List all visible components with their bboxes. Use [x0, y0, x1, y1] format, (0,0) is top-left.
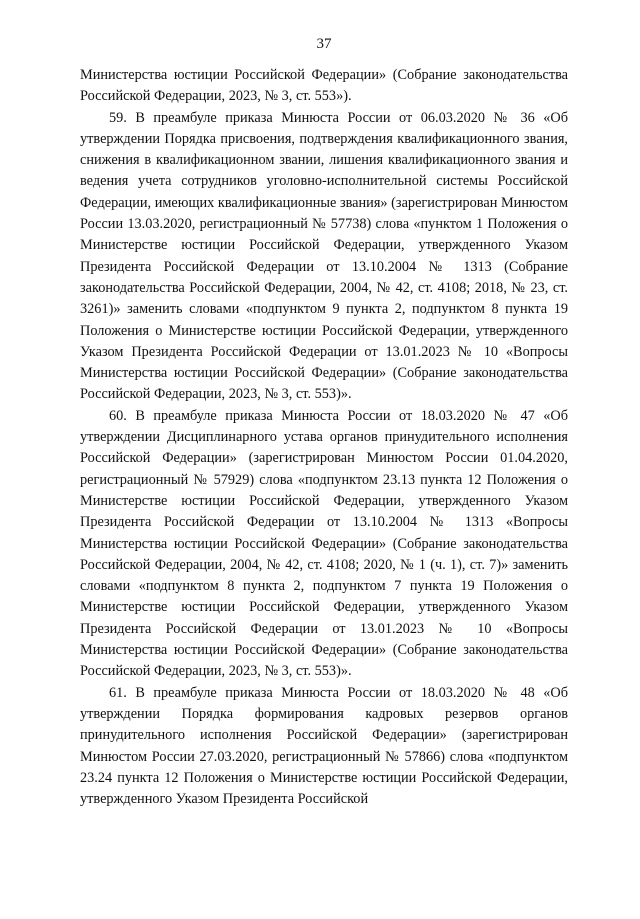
page-number: 37	[316, 36, 332, 52]
paragraph-item-60: 60. В преамбуле приказа Минюста России от 18.03.2020 № 47 «Об утверждении Дисциплинарного устава органов принудительного исполнения Российской Федерации» (зарегистрирован Минюстом России 01.04.2020, регистрационный № 57929) слова «подпунктом 23.13 пункта 12 Положения о Министерстве юстиции Российской Федерации, утвержденного Указом Президента Российской Федерации от 13.10.2004 № 1313 «Вопросы Министерства юстиции Российской Федерации» (Собрание законодательства Российской Федерации, 2004, № 42, ст. 4108; 2020, № 1 (ч. 1), ст. 7)» заменить словами «подпунктом 8 пункта 2, подпунктом 7 пункта 19 Положения о Министерстве юстиции Российской Федерации, утвержденного Указом Президента Российской Федерации от 13.01.2023 № 10 «Вопросы Министерства юстиции Российской Федерации» (Собрание законодательства Российской Федерации, 2023, № 3, ст. 553)».	[80, 407, 568, 680]
paragraph-continuation: Министерства юстиции Российской Федерации» (Собрание законодательства Российской Федерации, 2023, № 3, ст. 553»).	[80, 67, 568, 105]
paragraph-item-59: 59. В преамбуле приказа Минюста России от 06.03.2020 № 36 «Об утверждении Порядка присвоения, подтверждения квалификационного звания, снижения в квалификационном звании, лишения квалификационного звания и ведения учета сотрудников уголовно-исполнительной системы Российской Федерации, имеющих квалификационные звания» (зарегистрирован Минюстом России 13.03.2020, регистрационный № 57738) слова «пунктом 1 Положения о Министерстве юстиции Российской Федерации, утвержденного Указом Президента Российской Федерации от 13.10.2004 № 1313 (Собрание законодательства Российской Федерации, 2004, № 42, ст. 4108; 2018, № 23, ст. 3261)» заменить словами «подпунктом 9 пункта 2, подпунктом 8 пункта 19 Положения о Министерстве юстиции Российской Федерации, утвержденного Указом Президента Российской Федерации от 13.01.2023 № 10 «Вопросы Министерства юстиции Российской Федерации» (Собрание законодательства Российской Федерации, 2023, № 3, ст. 553)».	[80, 109, 568, 403]
paragraph-item-61: 61. В преамбуле приказа Минюста России от 18.03.2020 № 48 «Об утверждении Порядка формирования кадровых резервов органов принудительного исполнения Российской Федерации» (зарегистрирован Минюстом России 27.03.2020, регистрационный № 57866) слова «подпунктом 23.24 пункта 12 Положения о Министерстве юстиции Российской Федерации, утвержденного Указом Президента Российской	[80, 684, 568, 808]
document-body	[80, 65, 568, 810]
